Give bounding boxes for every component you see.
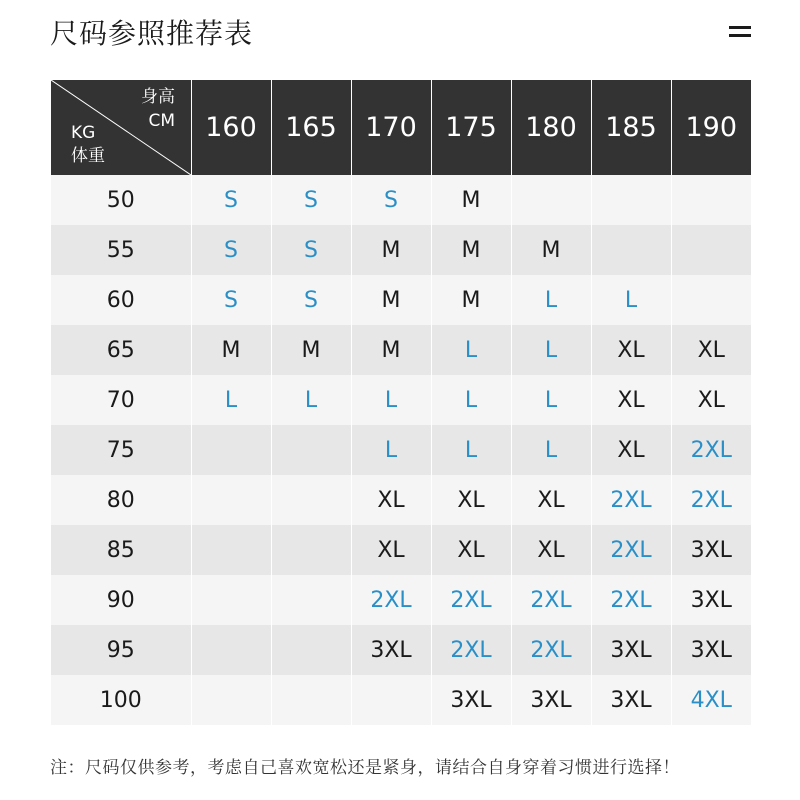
weight-row-label: 65 (51, 325, 191, 375)
size-cell: 3XL (431, 675, 511, 725)
size-cell: XL (431, 525, 511, 575)
size-cell (271, 575, 351, 625)
table-row (51, 475, 751, 525)
size-cell: 3XL (591, 625, 671, 675)
weight-row-label: 90 (51, 575, 191, 625)
size-cell (511, 175, 591, 225)
table-row (51, 375, 751, 425)
size-cell: S (351, 175, 431, 225)
corner-header-cell (51, 80, 191, 175)
table-row (51, 325, 751, 375)
height-column-header: 170 (351, 80, 431, 175)
table-row (51, 225, 751, 275)
size-cell: 3XL (591, 675, 671, 725)
size-cell: 2XL (431, 625, 511, 675)
size-cell: 2XL (511, 625, 591, 675)
height-column-header: 180 (511, 80, 591, 175)
size-cell (591, 225, 671, 275)
menu-icon-bar (729, 34, 751, 37)
height-label: 身高 (141, 87, 175, 107)
table-row (51, 525, 751, 575)
size-cell: 3XL (671, 625, 751, 675)
weight-row-label: 80 (51, 475, 191, 525)
size-cell (271, 625, 351, 675)
size-cell (271, 675, 351, 725)
size-cell: XL (591, 325, 671, 375)
weight-row-label: 60 (51, 275, 191, 325)
size-cell: 2XL (511, 575, 591, 625)
table-row (51, 175, 751, 225)
size-cell: S (191, 275, 271, 325)
size-cell: L (511, 375, 591, 425)
size-cell: 3XL (671, 525, 751, 575)
table-row (51, 425, 751, 475)
size-cell: 2XL (671, 425, 751, 475)
size-cell (191, 425, 271, 475)
size-cell: M (431, 275, 511, 325)
size-cell: L (431, 325, 511, 375)
size-cell: 2XL (351, 575, 431, 625)
size-cell: 2XL (591, 475, 671, 525)
weight-row-label: 75 (51, 425, 191, 475)
weight-row-label: 85 (51, 525, 191, 575)
size-cell: XL (511, 475, 591, 525)
size-cell (591, 175, 671, 225)
size-cell: L (191, 375, 271, 425)
size-cell (271, 525, 351, 575)
size-cell: 2XL (431, 575, 511, 625)
menu-icon-bar (729, 26, 751, 29)
size-cell: XL (431, 475, 511, 525)
table-row (51, 625, 751, 675)
size-cell: 2XL (591, 525, 671, 575)
size-cell: 4XL (671, 675, 751, 725)
weight-row-label: 55 (51, 225, 191, 275)
size-cell (191, 575, 271, 625)
weight-row-label: 70 (51, 375, 191, 425)
menu-icon[interactable] (729, 23, 751, 39)
size-cell: M (511, 225, 591, 275)
size-cell: 2XL (591, 575, 671, 625)
size-cell: XL (671, 375, 751, 425)
size-cell: M (351, 275, 431, 325)
table-row (51, 675, 751, 725)
size-cell: XL (351, 475, 431, 525)
size-cell: 3XL (351, 625, 431, 675)
size-cell: M (351, 325, 431, 375)
size-cell (671, 225, 751, 275)
weight-row-label: 95 (51, 625, 191, 675)
height-unit: CM (148, 111, 175, 131)
size-cell: L (591, 275, 671, 325)
table-row (51, 275, 751, 325)
size-cell: XL (351, 525, 431, 575)
height-column-header: 185 (591, 80, 671, 175)
size-cell: 3XL (671, 575, 751, 625)
size-cell: XL (671, 325, 751, 375)
size-cell (191, 475, 271, 525)
size-cell: L (511, 325, 591, 375)
size-cell: L (351, 425, 431, 475)
size-cell (271, 425, 351, 475)
size-cell: M (191, 325, 271, 375)
size-cell (671, 275, 751, 325)
size-cell: S (191, 225, 271, 275)
height-column-header: 160 (191, 80, 271, 175)
header-row (51, 80, 751, 175)
size-cell: L (431, 375, 511, 425)
size-cell (191, 525, 271, 575)
size-cell: M (351, 225, 431, 275)
size-cell: M (431, 175, 511, 225)
weight-unit: KG (71, 123, 96, 143)
size-cell: M (431, 225, 511, 275)
height-column-header: 175 (431, 80, 511, 175)
size-cell: L (511, 425, 591, 475)
size-cell: S (271, 175, 351, 225)
size-cell: L (271, 375, 351, 425)
size-cell (191, 675, 271, 725)
weight-row-label: 50 (51, 175, 191, 225)
weight-row-label: 100 (51, 675, 191, 725)
size-cell (271, 475, 351, 525)
size-cell (351, 675, 431, 725)
size-cell (671, 175, 751, 225)
size-cell: S (191, 175, 271, 225)
page-title: 尺码参照推荐表 (50, 17, 254, 50)
size-cell: S (271, 275, 351, 325)
footnote: 注：尺码仅供参考，考虑自己喜欢宽松还是紧身，请结合自身穿着习惯进行选择！ (50, 758, 680, 778)
table-row (51, 575, 751, 625)
weight-label: 体重 (71, 146, 105, 166)
size-cell: S (271, 225, 351, 275)
size-cell: L (351, 375, 431, 425)
height-column-header: 165 (271, 80, 351, 175)
size-cell: M (271, 325, 351, 375)
size-cell: L (431, 425, 511, 475)
size-cell: XL (591, 375, 671, 425)
size-cell: XL (591, 425, 671, 475)
size-cell: XL (511, 525, 591, 575)
height-column-header: 190 (671, 80, 751, 175)
size-chart-table (51, 80, 751, 725)
size-cell (191, 625, 271, 675)
size-cell: 2XL (671, 475, 751, 525)
size-cell: 3XL (511, 675, 591, 725)
size-cell: L (511, 275, 591, 325)
